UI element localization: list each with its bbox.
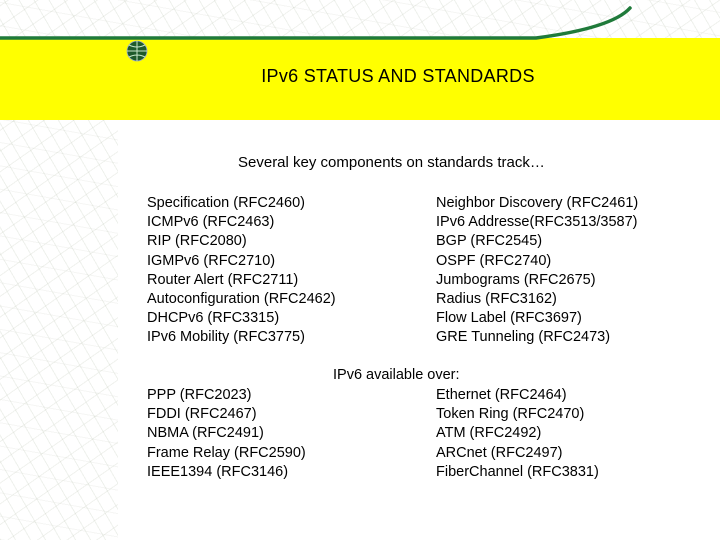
components-left-list bbox=[147, 194, 336, 348]
list-item: IEEE1394 (RFC3146) bbox=[147, 463, 289, 480]
list-item: Jumbograms (RFC2675) bbox=[436, 271, 596, 288]
list-item: FiberChannel (RFC3831) bbox=[436, 463, 599, 480]
list-item: ICMPv6 (RFC2463) bbox=[147, 214, 275, 231]
list-item: NBMA (RFC2491) bbox=[147, 425, 264, 442]
page-title: IPv6 STATUS AND STANDARDS bbox=[261, 66, 535, 86]
list-item: Ethernet (RFC2464) bbox=[436, 387, 567, 403]
list-item: IGMPv6 (RFC2710) bbox=[147, 252, 276, 269]
globe-icon bbox=[127, 41, 147, 61]
list-item: RIP (RFC2080) bbox=[147, 233, 247, 250]
available-right-list bbox=[436, 386, 599, 482]
list-item: PPP (RFC2023) bbox=[147, 387, 252, 403]
subtitle: Several key components on standards track… bbox=[238, 154, 545, 171]
list-item: Frame Relay (RFC2590) bbox=[147, 444, 306, 461]
available-left-list bbox=[147, 386, 306, 482]
list-item: DHCPv6 (RFC3315) bbox=[147, 310, 280, 327]
list-item: ARCnet (RFC2497) bbox=[436, 444, 563, 461]
available-heading: IPv6 available over: bbox=[333, 367, 460, 383]
components-right-list bbox=[436, 194, 638, 348]
list-item: GRE Tunneling (RFC2473) bbox=[436, 329, 611, 346]
list-item: IPv6 Addresse(RFC3513/3587) bbox=[436, 214, 638, 231]
list-item: BGP (RFC2545) bbox=[436, 233, 543, 250]
list-item: Token Ring (RFC2470) bbox=[436, 406, 585, 423]
list-item: Router Alert (RFC2711) bbox=[147, 271, 299, 288]
list-item: Flow Label (RFC3697) bbox=[436, 310, 582, 327]
list-item: Autoconfiguration (RFC2462) bbox=[147, 291, 336, 308]
list-item: IPv6 Mobility (RFC3775) bbox=[147, 329, 305, 346]
list-item: Neighbor Discovery (RFC2461) bbox=[436, 195, 639, 211]
list-item: Radius (RFC3162) bbox=[436, 291, 557, 308]
list-item: OSPF (RFC2740) bbox=[436, 252, 552, 269]
list-item: ATM (RFC2492) bbox=[436, 425, 542, 442]
list-item: FDDI (RFC2467) bbox=[147, 406, 257, 423]
list-item: Specification (RFC2460) bbox=[147, 195, 305, 211]
